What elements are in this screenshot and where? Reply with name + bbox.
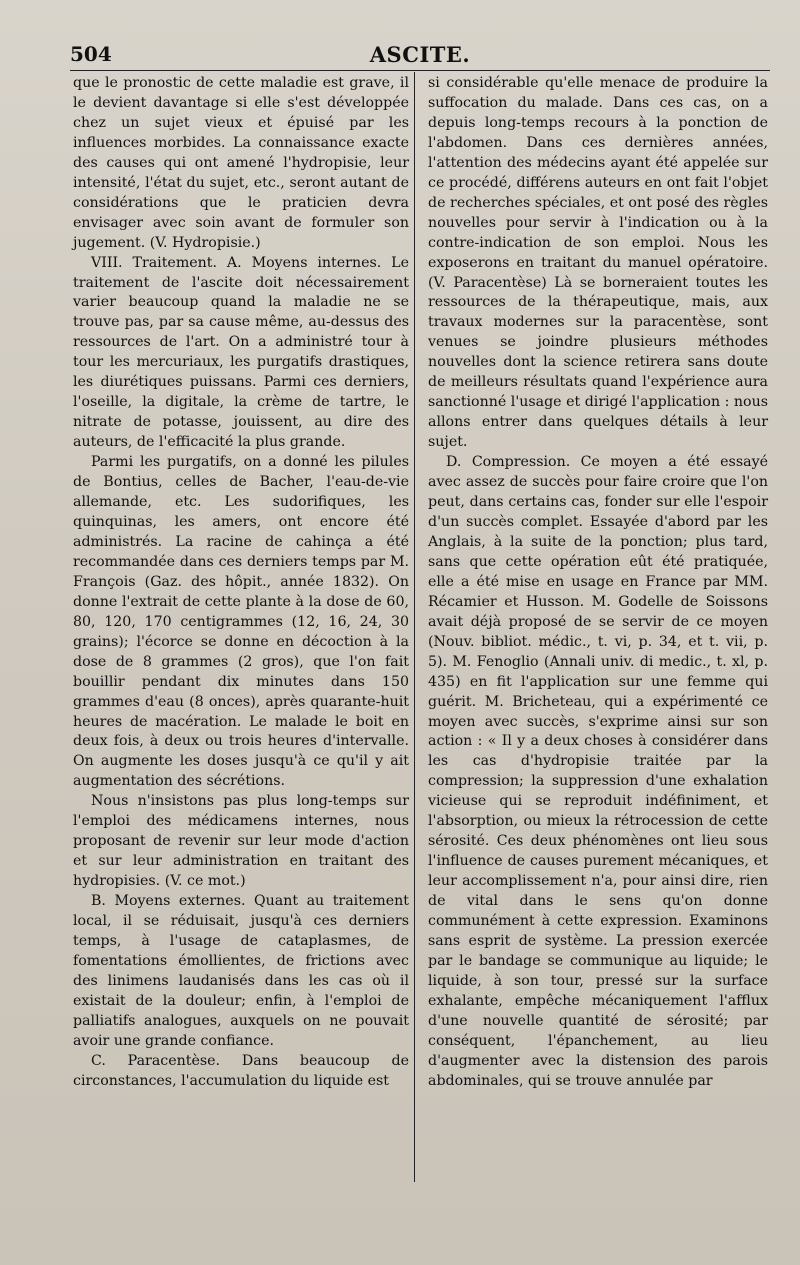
paragraph: si considérable qu'elle menace de produire la suffocation du malade. Dans ces cas, on a depuis long-temps recours à la ponction de l'abdomen. Dans ces dernières années, l'attention des médecins ayant été appelée sur ce procédé, différens auteurs en ont fait l'objet de recherches spéciales, et ont posé des règles nouvelles pour servir à l'indication ou à la contre-indication de son emploi. Nous les exposerons en traitant du manuel opératoire. (V. Paracentèse) Là se borneraient toutes les ressources de la thérapeutique, mais, aux travaux modernes sur la paracentèse, sont venues se joindre plusieurs méthodes nouvelles dont la science retirera sans doute de meilleurs résultats quand l'expérience aura sanctionné l'usage et dirigé l'application : nous allons entrer dans quelques détails à leur sujet. [428, 75, 768, 451]
page-header [70, 42, 770, 72]
right-column [428, 74, 768, 1092]
paragraph: C. Paracentèse. Dans beaucoup de circonstances, l'accumulation du liquide est [73, 1052, 409, 1089]
paragraph: VIII. Traitement. A. Moyens internes. Le traitement de l'ascite doit nécessairement varier beaucoup quand la maladie ne se trouve pas, par sa cause même, au-dessus des ressources de l'art. On a administré tour à tour les mercuriaux, les purgatifs drastiques, les diurétiques puissans. Parmi ces derniers, l'oseille, la digitale, la crème de tartre, le nitrate de potasse, jouissent, au dire des auteurs, de l'efficacité la plus grande. [73, 254, 409, 451]
paragraph: D. Compression. Ce moyen a été essayé avec assez de succès pour faire croire que l'on peut, dans certains cas, fonder sur elle l'espoir d'un succès complet. Essayée d'abord par les Anglais, à la suite de la ponction; plus tard, sans que cette opération eût été pratiquée, elle a été mise en usage en France par MM. Récamier et Husson. M. Godelle de Soissons avait déjà proposé de se servir de ce moyen (Nouv. bibliot. médic., t. vi, p. 34, et t. vii, p. 5). M. Fenoglio (Annali univ. di medic., t. xl, p. 435) en fit l'application sur une femme qui guérit. M. Bricheteau, qui a expérimenté ce moyen avec succès, s'exprime ainsi sur son action : « Il y a deux choses à considérer dans les cas d'hydropisie traitée par la compression; la suppression d'une exhalation vicieuse qui se reproduit indéfiniment, et l'absorption, ou mieux la rétrocession de cette sérosité. Ces deux phénomènes ont lieu sous l'influence de causes purement mécaniques, et leur accomplissement n'a, pour ainsi dire, rien de vital dans le sens qu'on donne communément à cette expression. Examinons sans esprit de système. La pression exercée par le bandage se communique au liquide; le liquide, à son tour, pressé sur la surface exhalante, empêche mécaniquement l'afflux d'une nouvelle quantité de sérosité; par conséquent, l'épanchement, au lieu d'augmenter avec la distension des parois abdominales, qui se trouve annulée par [428, 454, 768, 1089]
paragraph: Nous n'insistons pas plus long-temps sur l'emploi des médicamens internes, nous proposant de revenir sur leur mode d'action et sur leur administration en traitant des hydropisies. (V. ce mot.) [73, 793, 409, 890]
paragraph: B. Moyens externes. Quant au traitement local, il se réduisait, jusqu'à ces derniers temps, à l'usage de cataplasmes, de fomentations émollientes, de frictions avec des linimens laudanisés dans les cas où il existait de la douleur; enfin, à l'emploi de palliatifs analogues, auxquels on ne pouvait avoir une grande confiance. [73, 893, 409, 1049]
header-rule [70, 70, 770, 71]
page-number: 504 [70, 42, 112, 66]
paragraph: Parmi les purgatifs, on a donné les pilules de Bontius, celles de Bacher, l'eau-de-vie allemande, etc. Les sudorifiques, les quinquinas, les amers, ont encore été administrés. La racine de cahinça a été recommandée dans ces derniers temps par M. François (Gaz. des hôpit., année 1832). On donne l'extrait de cette plante à la dose de 60, 80, 120, 170 centigrammes (12, 16, 24, 30 grains); l'écorce se donne en décoction à la dose de 8 grammes (2 gros), que l'on fait bouillir pendant dix minutes dans 150 grammes d'eau (8 onces), après quarante-huit heures de macération. Le malade le boit en deux fois, à deux ou trois heures d'intervalle. On augmente les doses jusqu'à ce qu'il y ait augmentation des sécrétions. [73, 454, 409, 790]
running-head: ASCITE. [369, 42, 471, 67]
paragraph: que le pronostic de cette maladie est grave, il le devient davantage si elle s'est développée chez un sujet vieux et épuisé par les influences morbides. La connaissance exacte des causes qui ont amené l'hydropisie, leur intensité, l'état du sujet, etc., seront autant de considérations que le praticien devra envisager avec soin avant de formuler son jugement. (V. Hydropisie.) [73, 75, 409, 251]
left-column [73, 74, 409, 1092]
column-divider [414, 72, 415, 1182]
